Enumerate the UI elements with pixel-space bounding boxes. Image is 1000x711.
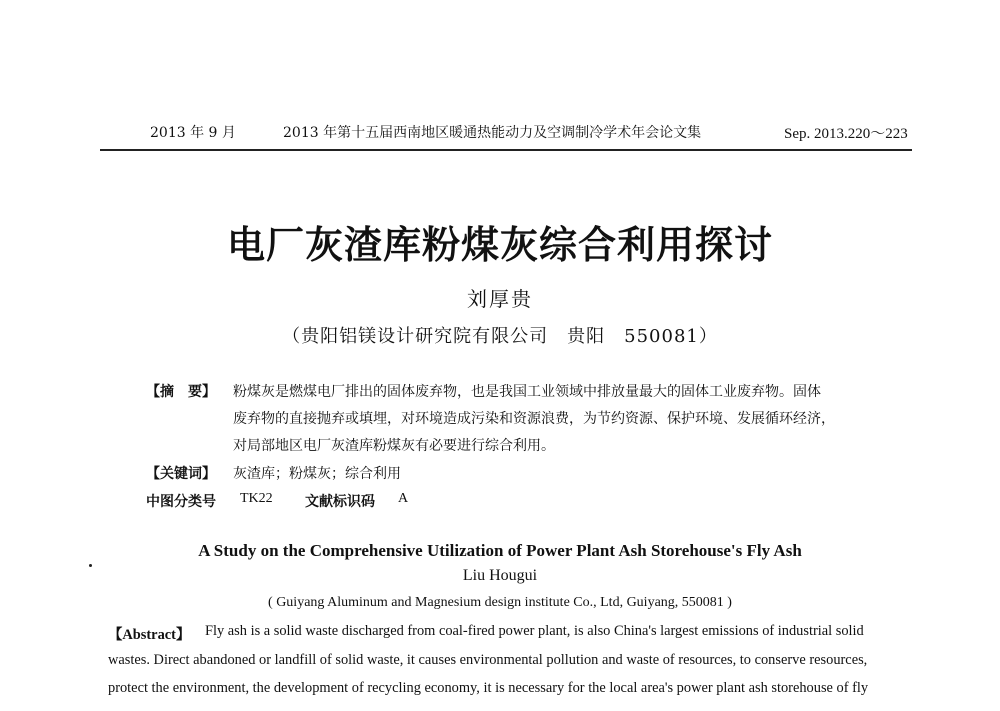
english-abstract-label: 【Abstract】 — [108, 627, 191, 643]
abstract-cn-line: 粉煤灰是燃煤电厂排出的固体废弃物，也是我国工业领域中排放量最大的固体工业废弃物。固体 — [233, 384, 821, 400]
header-page-range: Sep. 2013.220～223 — [784, 126, 908, 142]
abstract-cn-line: 对局部地区电厂灰渣库粉煤灰有必要进行综合利用。 — [233, 438, 555, 454]
author: 刘厚贵 — [467, 287, 533, 311]
english-abstract-line: protect the environment, the development of recycling economy, it is necessary for the local area's power plant ash storehouse of fly — [108, 680, 869, 696]
doc-code-label: 文献标识码 — [305, 494, 375, 510]
abstract-cn-label: 【摘 要】 — [146, 384, 216, 400]
header-rule — [100, 149, 912, 151]
clc-label: 中图分类号 — [146, 494, 216, 510]
english-affiliation: ( Guiyang Aluminum and Magnesium design institute Co., Ltd, Guiyang, 550081 ) — [268, 595, 732, 610]
affiliation: （贵阳铝镁设计研究院有限公司 贵阳 550081） — [282, 326, 718, 347]
header-proceedings-title: 2013 年第十五届西南地区暖通热能动力及空调制冷学术年会论文集 — [283, 125, 702, 141]
doc-code: A — [398, 491, 409, 506]
english-abstract-line: wastes. Direct abandoned or landfill of solid waste, it causes environmental pollution and waste of resources, to conserve resources, — [108, 652, 868, 668]
abstract-cn-line: 废弃物的直接抛弃或填埋，对环境造成污染和资源浪费，为节约资源、保护环境、发展循环经济， — [233, 411, 835, 427]
english-title: A Study on the Comprehensive Utilization of Power Plant Ash Storehouse's Fly Ash — [198, 541, 802, 560]
header-date: 2013 年 9 月 — [150, 125, 236, 141]
paper-title: 电厂灰渣库粉煤灰综合利用探讨 — [226, 223, 773, 267]
english-author: Liu Hougui — [462, 567, 538, 584]
english-abstract-line: Fly ash is a solid waste discharged from coal-fired power plant, is also China's largest emissions of industrial solid — [205, 623, 864, 639]
clc-code: TK22 — [240, 491, 273, 506]
keywords-label: 【关键词】 — [146, 466, 216, 482]
keywords-text: 灰渣库；粉煤灰；综合利用 — [233, 466, 401, 482]
